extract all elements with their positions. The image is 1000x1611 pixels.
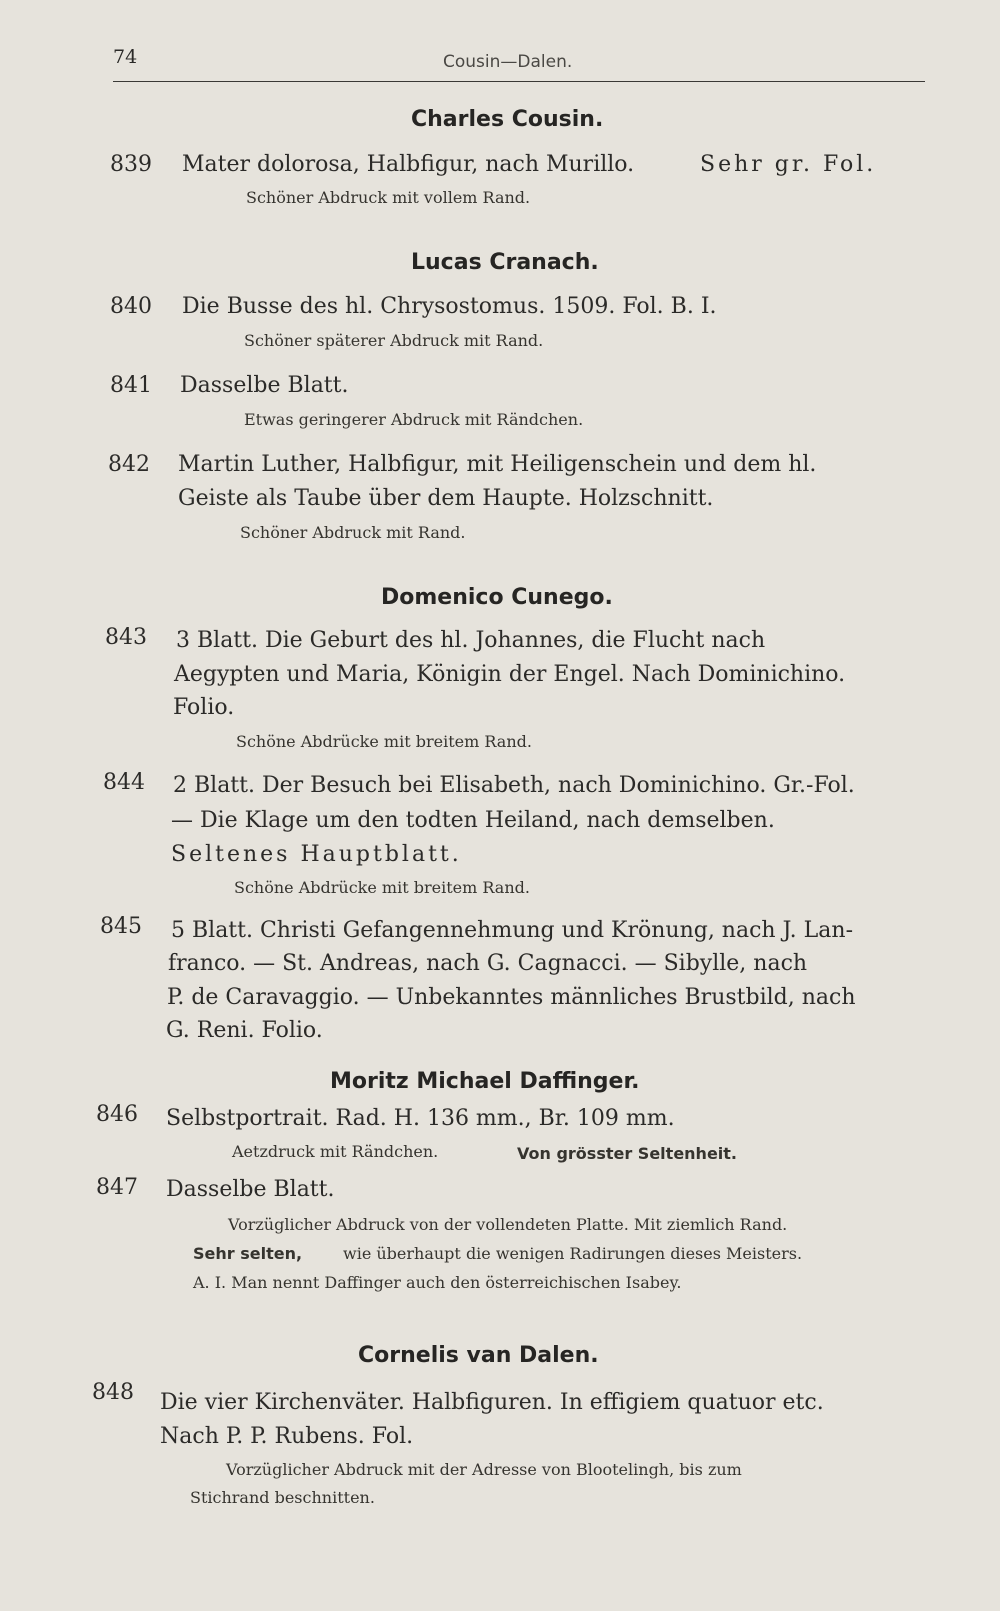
artist-heading: Lucas Cranach. (411, 250, 599, 275)
entry-text-line: 5 Blatt. Christi Gefangennehmung und Krönung, nach J. Lan- (171, 918, 853, 943)
entry-note: Schöner Abdruck mit vollem Rand. (246, 188, 531, 207)
entry-text: Dasselbe Blatt. (166, 1177, 335, 1202)
entry-text: Selbstportrait. Rad. H. 136 mm., Br. 109 mm. (166, 1106, 675, 1131)
entry-note-line: wie überhaupt die wenigen Radirungen dieses Meisters. (343, 1244, 803, 1263)
entry-text-line: 2 Blatt. Der Besuch bei Elisabeth, nach Dominichino. Gr.-Fol. (173, 773, 855, 798)
entry-text: Mater dolorosa, Halbfigur, nach Murillo. (182, 152, 635, 177)
entry-number: 841 (110, 373, 152, 398)
entry-format: Sehr gr. Fol. (700, 152, 877, 177)
entry-number: 848 (92, 1380, 134, 1405)
entry-text: Die Busse des hl. Chrysostomus. 1509. Fol. B. I. (182, 294, 717, 319)
entry-text-line: 3 Blatt. Die Geburt des hl. Johannes, die Flucht nach (176, 628, 766, 653)
entry-note: Schöne Abdrücke mit breitem Rand. (236, 732, 532, 751)
rarity-remark: Von grösster Seltenheit. (517, 1144, 738, 1163)
header-rule (113, 81, 925, 82)
entry-number: 846 (96, 1102, 138, 1127)
running-title: Cousin—Dalen. (443, 52, 573, 72)
entry-number: 839 (110, 152, 152, 177)
artist-heading: Domenico Cunego. (381, 585, 613, 610)
entry-text-line: Martin Luther, Halbfigur, mit Heiligenschein und dem hl. (178, 452, 817, 477)
entry-text-line: — Die Klage um den todten Heiland, nach demselben. (171, 808, 775, 833)
entry-number: 840 (110, 294, 152, 319)
entry-text-line: franco. — St. Andreas, nach G. Cagnacci. — Sibylle, nach (168, 951, 808, 976)
entry-note: Schöner späterer Abdruck mit Rand. (244, 331, 544, 350)
entry-note: Aetzdruck mit Rändchen. (232, 1142, 439, 1161)
entry-note-line: A. I. Man nennt Daffinger auch den österreichischen Isabey. (193, 1273, 682, 1292)
entry-note-line: Stichrand beschnitten. (190, 1488, 375, 1507)
entry-text-line: Nach P. P. Rubens. Fol. (160, 1424, 414, 1449)
page-header (113, 44, 925, 86)
artist-heading: Cornelis van Dalen. (358, 1343, 599, 1368)
entry-text: Dasselbe Blatt. (180, 373, 349, 398)
entry-text-line: Geiste als Taube über dem Haupte. Holzschnitt. (178, 486, 714, 511)
entry-number: 844 (103, 770, 145, 795)
entry-note: Schöner Abdruck mit Rand. (240, 523, 466, 542)
entry-text-line: G. Reni. Folio. (166, 1018, 323, 1043)
entry-number: 843 (105, 625, 147, 650)
entry-note-line: Vorzüglicher Abdruck mit der Adresse von Blootelingh, bis zum (226, 1460, 742, 1479)
entry-number: 842 (108, 452, 150, 477)
entry-number: 847 (96, 1175, 138, 1200)
entry-remark: Seltenes Hauptblatt. (171, 842, 462, 867)
entry-text-line: Die vier Kirchenväter. Halbfiguren. In effigiem quatuor etc. (160, 1390, 824, 1415)
entry-note: Etwas geringerer Abdruck mit Rändchen. (244, 410, 584, 429)
entry-text-line: P. de Caravaggio. — Unbekanntes männliches Brustbild, nach (167, 985, 856, 1010)
entry-text-line: Folio. (173, 695, 235, 720)
entry-number: 845 (100, 914, 142, 939)
artist-heading: Moritz Michael Daffinger. (330, 1069, 640, 1094)
artist-heading: Charles Cousin. (411, 107, 604, 132)
entry-note-line: Vorzüglicher Abdruck von der vollendeten Platte. Mit ziemlich Rand. (228, 1215, 788, 1234)
page-number: 74 (113, 46, 138, 68)
entry-text-line: Aegypten und Maria, Königin der Engel. Nach Dominichino. (174, 662, 846, 687)
entry-note: Schöne Abdrücke mit breitem Rand. (234, 878, 530, 897)
rarity-remark: Sehr selten, (193, 1244, 303, 1263)
